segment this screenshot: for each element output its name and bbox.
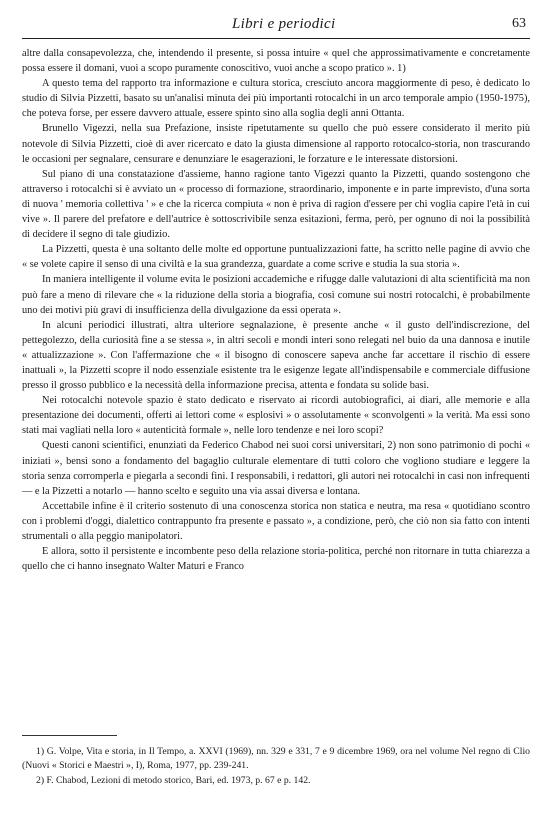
paragraph: La Pizzetti, questa è una soltanto delle molte ed opportune puntualizzazioni fatte, ha scritto nelle pagine di avvio che « se volete capire il senso di una civiltà e la sua grandezza, guardate a come scrive e studia la sua storia ». <box>22 244 530 271</box>
paragraph: Sul piano di una constatazione d'assieme, hanno ragione tanto Vigezzi quanto la Pizzetti, quando sostengono che attraverso i rotocalchi si è avviato un « processo di formazione, straordinario, imponente e in parte imprevisto, d'una sorta di nuova ' memoria collettiva ' » e che la ricerca compiuta « non è priva di ragion d'essere per chi voglia capire l'età in cui vive ». Il parere del prefatore e dell'autrice è sottoscrivibile senza esitazioni, ferma, però, per ognuno di noi la possibilità di decidere il segno di tale giudizio. <box>22 168 530 241</box>
footnote: 1) G. Volpe, Vita e storia, in Il Tempo, a. XXVI (1969), nn. 329 e 331, 7 e 9 dicembre 1969, ora nel volume Nel regno di Clio (Nuovi « Storici e Maestri », I), Roma, 1977, pp. 239-241. <box>22 746 530 772</box>
footnotes <box>22 745 530 788</box>
running-title: Libri e periodici <box>232 16 336 32</box>
body-text <box>22 46 530 574</box>
page-header <box>22 14 530 39</box>
paragraph: In maniera intelligente il volume evita le posizioni accademiche e rifugge dalle valutazioni di alta scientificità ma non può fare a meno di rilevare che « la riduzione della storia a biografia, così comune sui nostri rotocalchi, è probabilmente uno dei motivi più gravi di insufficienza della divulgazione da essi operata ». <box>22 274 530 316</box>
page-number: 63 <box>512 16 526 31</box>
paragraph: Questi canoni scientifici, enunziati da Federico Chabod nei suoi corsi universitari, 2) non sono patrimonio di pochi « iniziati », bensì sono a fondamento del bagaglio culturale elementare di tutti coloro che vogliono studiare e leggere la storia senza corromperla e piegarla a secondi fini. I responsabili, i redattori, gli autori nei rotocalchi in casi non infrequenti — e la Pizzetti a notarlo — hanno scelto e seguito una via assai diversa e lontana. <box>22 440 530 497</box>
paragraph: In alcuni periodici illustrati, altra ulteriore segnalazione, è presente anche « il gusto dell'indiscrezione, del pettegolezzo, della curiosità fine a se stessa », in altri secoli e mondi interi sono relegati nel buio da una dannosa e inutile « attualizzazione ». Con l'affermazione che « il bisogno di conoscere sapeva anche far accettare il rischio di essere inattuali », la Pizzetti scopre il nodo essenziale esistente tra le esigenze legate all'indispensabile e commerciale diffusione presso il grosso pubblico e la necessità della informazione precisa, attenta e fondata su solide basi. <box>22 319 530 392</box>
paragraph: Brunello Vigezzi, nella sua Prefazione, insiste ripetutamente su quello che può essere considerato il merito più notevole di Silvia Pizzetti, cioè di aver ricercato e dato la giusta dimensione al rapporto rotocalco-storia, non trascurando le occasioni per segnalare, censurare e denunziare le esagerazioni, le forzature e le interessate distorsioni. <box>22 123 530 165</box>
paragraph: Nei rotocalchi notevole spazio è stato dedicato e riservato ai ricordi autobiografici, ai diari, alle memorie e alla presentazione dei documenti, offerti ai lettori come « esplosivi » o assolutamente « sconvolgenti » la verità. Ma essi sono stati mai vagliati nella loro « autenticità formale », nelle loro tendenze e nei loro scopi? <box>22 395 530 437</box>
footnote: 2) F. Chabod, Lezioni di metodo storico, Bari, ed. 1973, p. 67 e p. 142. <box>36 774 311 786</box>
footnote-divider <box>22 735 117 736</box>
paragraph: Accettabile infine è il criterio sostenuto di una conoscenza storica non statica e neutra, ma resa « quotidiano scontro con i problemi d'oggi, dialettico contrappunto fra presente e passato », a condizione, però, che ciò non sia fatto con intenti strumentali o alla peggio manipolatori. <box>22 500 530 542</box>
paragraph: E allora, sotto il persistente e incombente peso della relazione storia-politica, perché non ritornare in tutta chiarezza a quello che ci hanno insegnato Walter Maturi e Franco <box>22 546 530 573</box>
paragraph: A questo tema del rapporto tra informazione e cultura storica, cresciuto ancora maggiormente di peso, è dedicato lo studio di Silvia Pizzetti, basato su un'analisi minuta dei più importanti rotocalchi in un arco temporale ampio (1950-1975), che poteva forse, per essere davvero attuale, essere spinto sino alla soglia degli anni Ottanta. <box>22 78 530 120</box>
paragraph: altre dalla consapevolezza, che, intendendo il presente, si possa intuire « quel che approssimativamente e concretamente possa essere il domani, vuoi a scopo puramente conoscitivo, vuoi anche a scopo pratico ». 1) <box>22 48 530 75</box>
